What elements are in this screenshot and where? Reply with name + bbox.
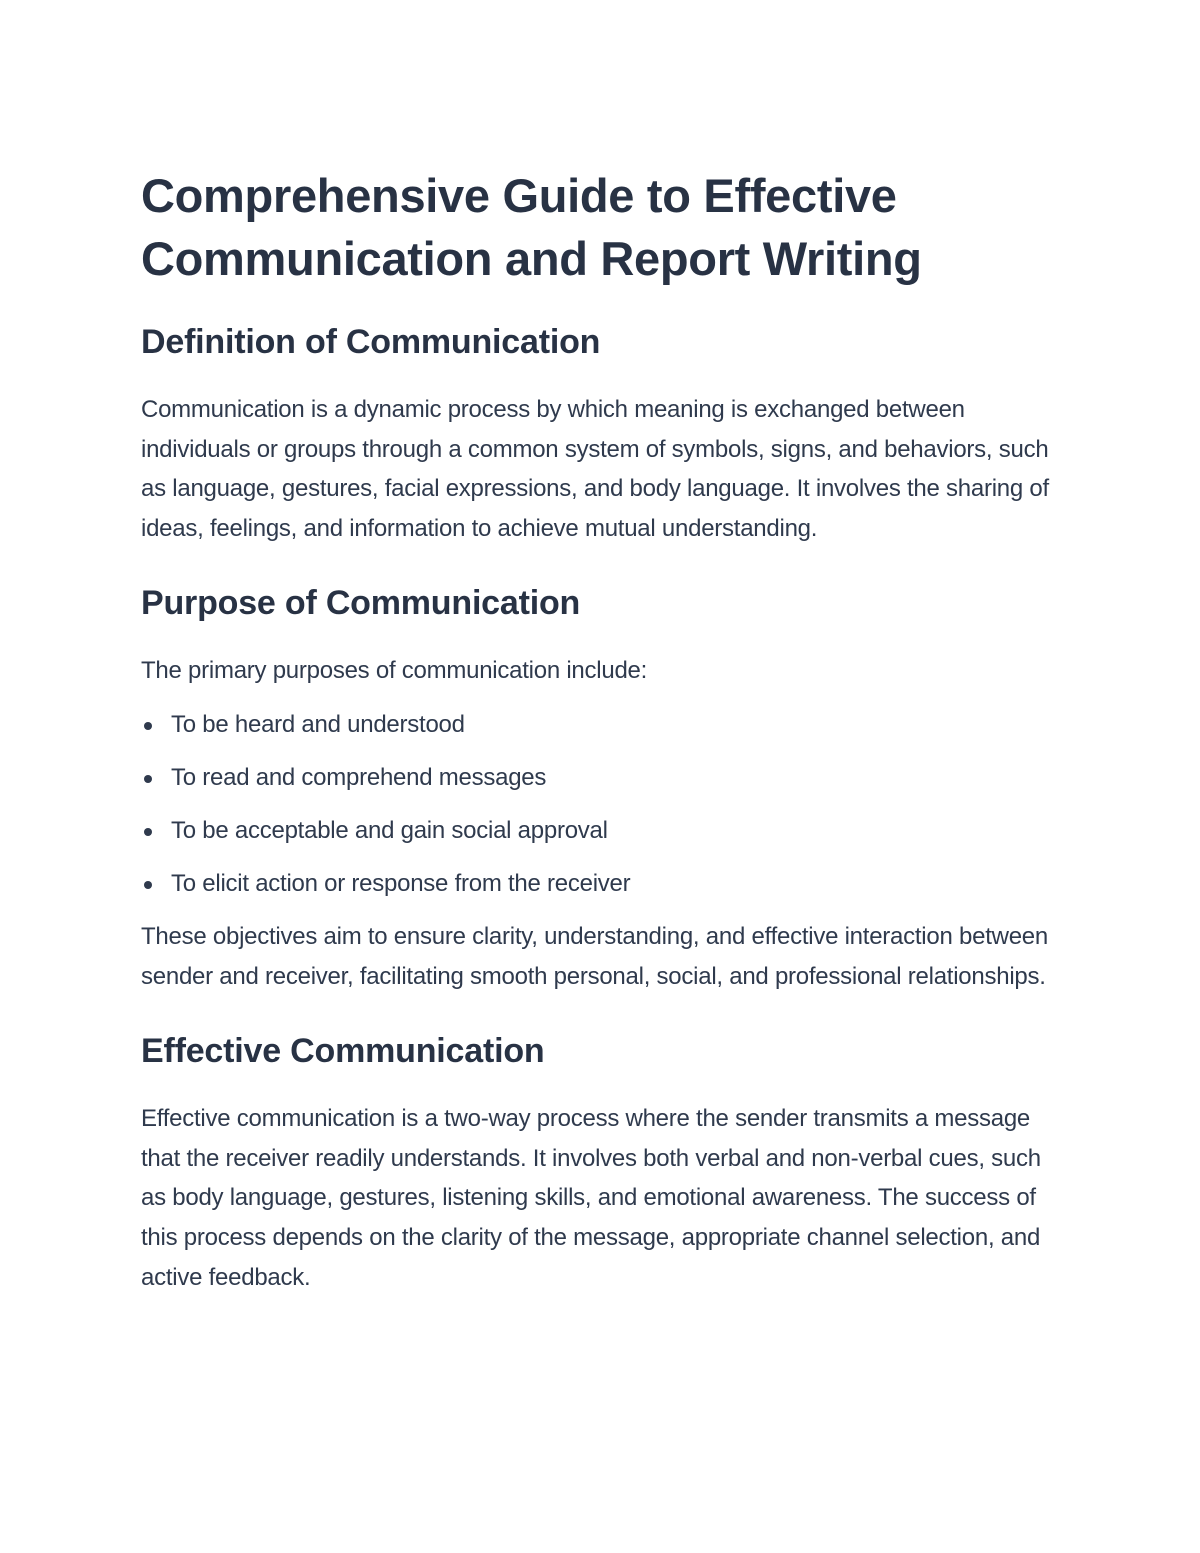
section-definition <box>141 320 1060 548</box>
list-item-text: To be heard and understood <box>171 710 465 738</box>
list-item <box>141 864 1060 917</box>
list-item-text: To read and comprehend messages <box>171 763 547 791</box>
effective-paragraph: Effective communication is a two-way process where the sender transmits a message that the receiver readily understands. It involves both verbal and non-verbal cues, such as body language, gestures, listening skills, and emotional awareness. The success of this process depends on the clarity of the message, appropriate channel selection, and active feedback. <box>141 1105 1041 1291</box>
bullet-icon <box>144 881 152 889</box>
list-item <box>141 758 1060 811</box>
list-item <box>141 705 1060 758</box>
document-title: Comprehensive Guide to Effective Communication and Report Writing <box>141 169 922 285</box>
definition-paragraph: Communication is a dynamic process by which meaning is exchanged between individuals or groups through a common system of symbols, signs, and behaviors, such as language, gestures, facial expressions, and body language. It involves the sharing of ideas, feelings, and information to achieve mutual understanding. <box>141 396 1049 542</box>
purpose-closing-paragraph: These objectives aim to ensure clarity, understanding, and effective interaction between sender and receiver, facilitating smooth personal, social, and professional relationships. <box>141 922 1048 990</box>
list-item <box>141 811 1060 864</box>
section-purpose <box>141 581 1060 996</box>
list-item-text: To elicit action or response from the receiver <box>171 869 631 897</box>
section-heading-effective: Effective Communication <box>141 1032 545 1071</box>
section-effective <box>141 1029 1060 1297</box>
section-heading-purpose: Purpose of Communication <box>141 584 581 623</box>
purpose-intro: The primary purposes of communication include: <box>141 657 648 685</box>
bullet-icon <box>144 722 152 730</box>
purpose-list <box>141 705 1060 917</box>
bullet-icon <box>144 775 152 783</box>
section-heading-definition: Definition of Communication <box>141 323 601 361</box>
list-item-text: To be acceptable and gain social approval <box>171 816 608 844</box>
bullet-icon <box>144 828 152 836</box>
